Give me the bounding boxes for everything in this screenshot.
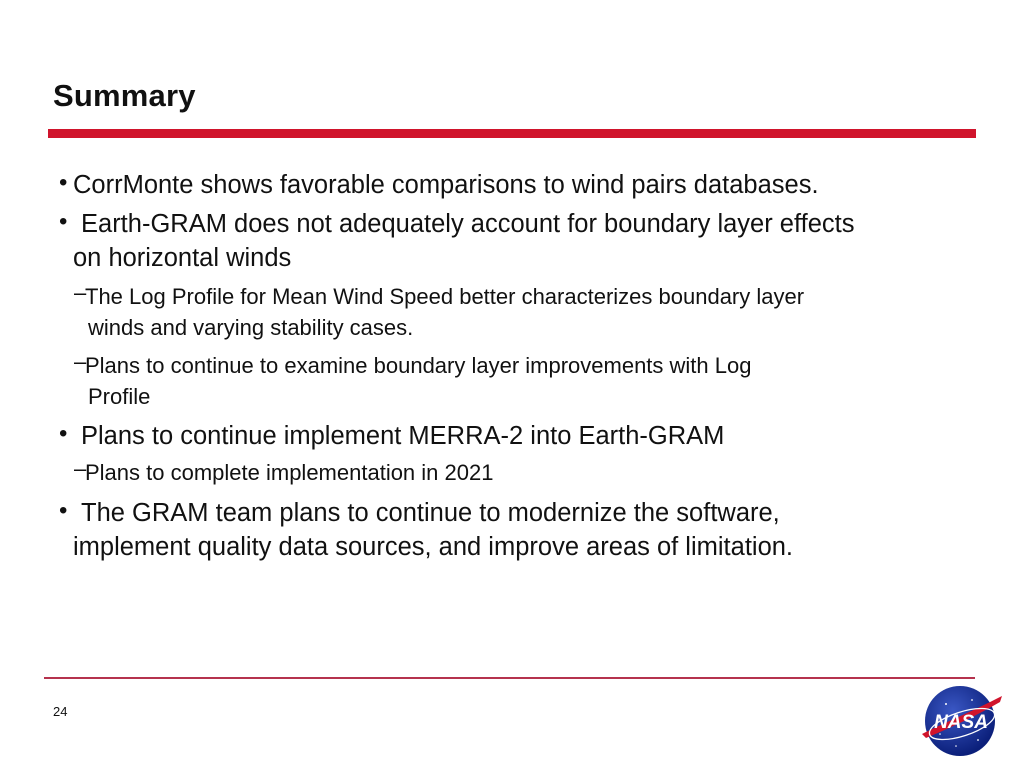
sub-bullet-line: winds and varying stability cases. (88, 315, 414, 340)
bullet-dot-icon: • (59, 420, 68, 447)
bullet-item-1 (59, 168, 973, 202)
dash-icon: – (74, 280, 87, 305)
sub-bullet-text: Plans to complete implementation in 2021 (85, 460, 494, 485)
sub-bullet-line: Plans to continue to examine boundary layer improvements with Log (85, 353, 752, 378)
title-divider (48, 129, 976, 138)
bullet-line: Earth-GRAM does not adequately account for boundary layer effects (81, 210, 855, 238)
dash-icon: – (74, 349, 87, 374)
dash-icon: – (74, 456, 87, 481)
sub-bullet-item-1 (74, 280, 968, 343)
bullet-dot-icon: • (59, 208, 68, 235)
sub-bullet-item-3 (74, 456, 968, 488)
page-number: 24 (53, 704, 68, 719)
bullet-text: Plans to continue implement MERRA-2 into Earth-GRAM (81, 422, 725, 450)
logo-text: NASA (934, 712, 988, 733)
bullet-line: implement quality data sources, and improve areas of limitation. (73, 533, 794, 561)
sub-bullet-line: Profile (88, 384, 151, 409)
bullet-item-3 (59, 419, 973, 453)
bullet-item-4 (59, 496, 973, 564)
bullet-text: CorrMonte shows favorable comparisons to wind pairs databases. (73, 171, 819, 199)
bullet-dot-icon: • (59, 497, 68, 524)
bullet-dot-icon: • (59, 169, 68, 196)
bullet-line: The GRAM team plans to continue to modernize the software, (81, 499, 780, 527)
bullet-item-2 (59, 207, 973, 275)
sub-bullet-line: The Log Profile for Mean Wind Speed better characterizes boundary layer (85, 284, 805, 309)
slide-title: Summary (53, 78, 196, 113)
nasa-meatball-logo-icon (916, 682, 1006, 762)
footer-divider (44, 677, 975, 679)
sub-bullet-item-2 (74, 349, 968, 412)
bullet-line: on horizontal winds (73, 244, 292, 272)
